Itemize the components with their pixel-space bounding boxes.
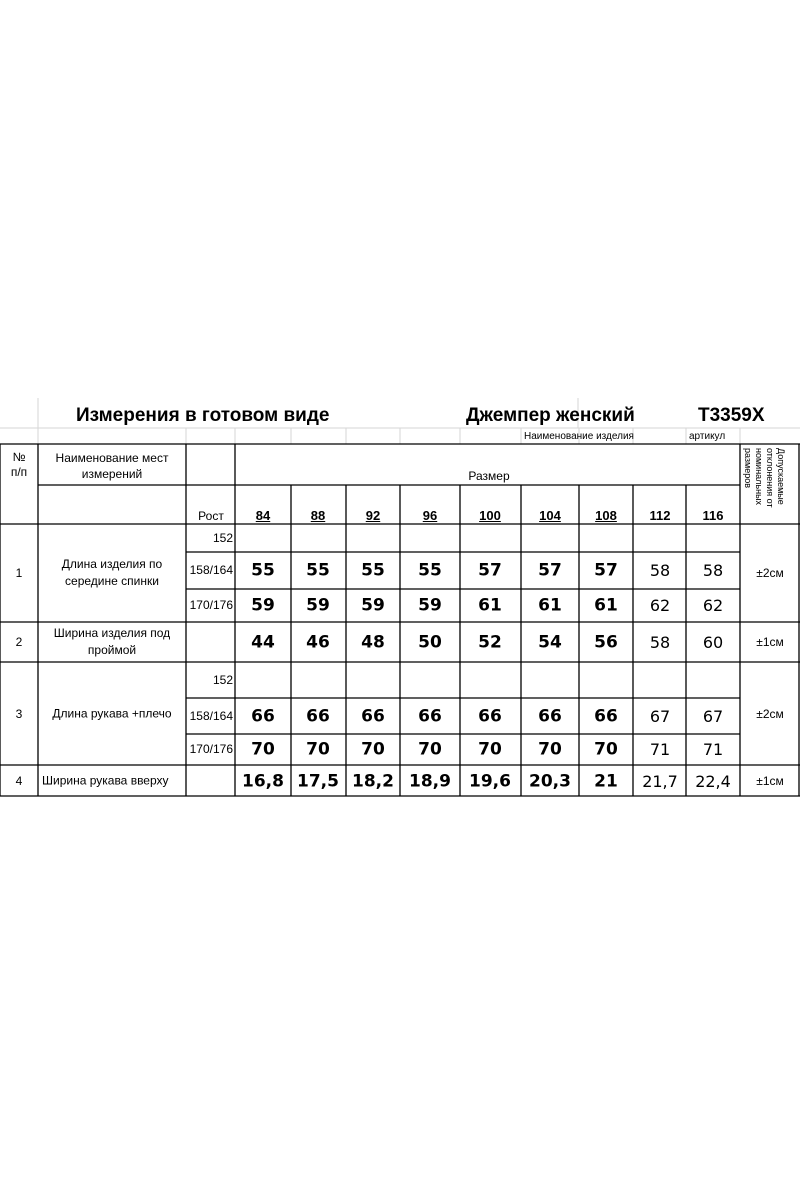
measurement-value: 57 bbox=[594, 560, 618, 581]
measurement-value: 59 bbox=[251, 595, 275, 616]
measurement-value: 61 bbox=[478, 595, 502, 616]
size-header-108: 108 bbox=[595, 508, 617, 523]
size-header-92: 92 bbox=[365, 508, 381, 523]
measurement-value: 61 bbox=[594, 595, 618, 616]
measurement-value: 66 bbox=[251, 706, 275, 727]
measurement-value: 70 bbox=[538, 739, 562, 760]
measurement-value: 60 bbox=[702, 633, 724, 652]
measurement-value: 66 bbox=[478, 706, 502, 727]
measurement-value: 59 bbox=[306, 595, 330, 616]
measurement-value: 20,3 bbox=[529, 771, 571, 792]
size-header-104: 104 bbox=[539, 508, 561, 523]
height-label: 152 bbox=[212, 531, 233, 545]
measurement-value: 62 bbox=[702, 596, 724, 615]
height-label: 170/176 bbox=[189, 742, 233, 756]
measurement-value: 57 bbox=[538, 560, 562, 581]
measurement-value: 18,9 bbox=[409, 771, 451, 792]
page-title: Измерения в готовом виде bbox=[76, 405, 330, 426]
row-number: 4 bbox=[15, 773, 23, 788]
measurement-value: 18,2 bbox=[352, 771, 394, 792]
measurement-value: 70 bbox=[251, 739, 275, 760]
measurement-value: 56 bbox=[594, 632, 618, 653]
article-number: Т3359Х bbox=[698, 405, 765, 426]
measurement-value: 61 bbox=[538, 595, 562, 616]
height-label: 158/164 bbox=[189, 563, 233, 577]
measurement-value: 16,8 bbox=[242, 771, 284, 792]
article-caption: артикул bbox=[689, 431, 726, 442]
measurement-value: 70 bbox=[361, 739, 385, 760]
tolerance-value: ±1см bbox=[756, 773, 784, 788]
measurement-value: 57 bbox=[478, 560, 502, 581]
row-number: 2 bbox=[15, 635, 23, 649]
height-label: 170/176 bbox=[189, 598, 233, 612]
measurement-value: 66 bbox=[594, 706, 618, 727]
measurement-value: 21 bbox=[594, 771, 618, 792]
measurement-value: 48 bbox=[361, 632, 385, 653]
num-column-header: № п/п bbox=[10, 450, 28, 479]
measurement-value: 55 bbox=[306, 560, 330, 581]
measurement-value: 67 bbox=[702, 707, 724, 726]
measurement-value: 66 bbox=[306, 706, 330, 727]
measurement-name: Ширина изделия под проймой bbox=[53, 626, 171, 657]
size-header-88: 88 bbox=[310, 508, 326, 523]
measurement-value: 62 bbox=[649, 596, 671, 615]
measurement-name: Длина изделия по середине спинки bbox=[61, 557, 163, 588]
tolerance-column-header: Допускаемые отклонения от номинальных размеров bbox=[743, 448, 786, 508]
size-header-96: 96 bbox=[422, 508, 438, 523]
measurement-value: 58 bbox=[649, 561, 671, 580]
measurement-value: 44 bbox=[251, 632, 275, 653]
tolerance-value: ±2см bbox=[756, 706, 784, 721]
row-number: 3 bbox=[15, 706, 23, 721]
product-caption: Наименование изделия bbox=[524, 431, 634, 442]
size-header-112: 112 bbox=[649, 508, 671, 523]
measurement-value: 71 bbox=[649, 740, 671, 759]
measurement-value: 70 bbox=[594, 739, 618, 760]
height-column-header: Рост bbox=[198, 509, 224, 523]
measurement-value: 46 bbox=[306, 632, 330, 653]
measurement-value: 58 bbox=[702, 561, 724, 580]
name-column-header: Наименование мест измерений bbox=[55, 451, 169, 481]
measurement-value: 52 bbox=[478, 632, 502, 653]
measurement-value: 67 bbox=[649, 707, 671, 726]
measurement-name: Ширина рукава вверху bbox=[42, 773, 169, 787]
tolerance-value: ±1см bbox=[756, 635, 784, 649]
size-header-84: 84 bbox=[255, 508, 271, 523]
measurement-value: 59 bbox=[418, 595, 442, 616]
measurement-value: 58 bbox=[649, 633, 671, 652]
height-label: 152 bbox=[212, 673, 233, 687]
product-name: Джемпер женский bbox=[466, 405, 635, 426]
measurement-sheet bbox=[0, 398, 800, 798]
measurement-value: 55 bbox=[418, 560, 442, 581]
measurement-value: 70 bbox=[306, 739, 330, 760]
measurement-value: 22,4 bbox=[695, 772, 731, 791]
tolerance-value: ±2см bbox=[756, 566, 784, 580]
height-label: 158/164 bbox=[189, 709, 233, 723]
size-header-116: 116 bbox=[702, 508, 724, 523]
measurement-value: 70 bbox=[418, 739, 442, 760]
measurement-value: 66 bbox=[361, 706, 385, 727]
measurement-value: 71 bbox=[702, 740, 724, 759]
measurement-name: Длина рукава +плечо bbox=[52, 706, 172, 720]
measurement-value: 50 bbox=[418, 632, 442, 653]
measurement-value: 59 bbox=[361, 595, 385, 616]
measurement-value: 55 bbox=[251, 560, 275, 581]
measurement-value: 21,7 bbox=[642, 772, 678, 791]
measurement-value: 55 bbox=[361, 560, 385, 581]
measurement-value: 54 bbox=[538, 632, 562, 653]
measurement-value: 19,6 bbox=[469, 771, 511, 792]
row-number: 1 bbox=[15, 566, 23, 580]
measurement-value: 66 bbox=[418, 706, 442, 727]
size-group-header: Размер bbox=[468, 469, 510, 483]
measurement-value: 17,5 bbox=[297, 771, 339, 792]
size-header-100: 100 bbox=[479, 508, 501, 523]
measurement-value: 66 bbox=[538, 706, 562, 727]
measurement-value: 70 bbox=[478, 739, 502, 760]
